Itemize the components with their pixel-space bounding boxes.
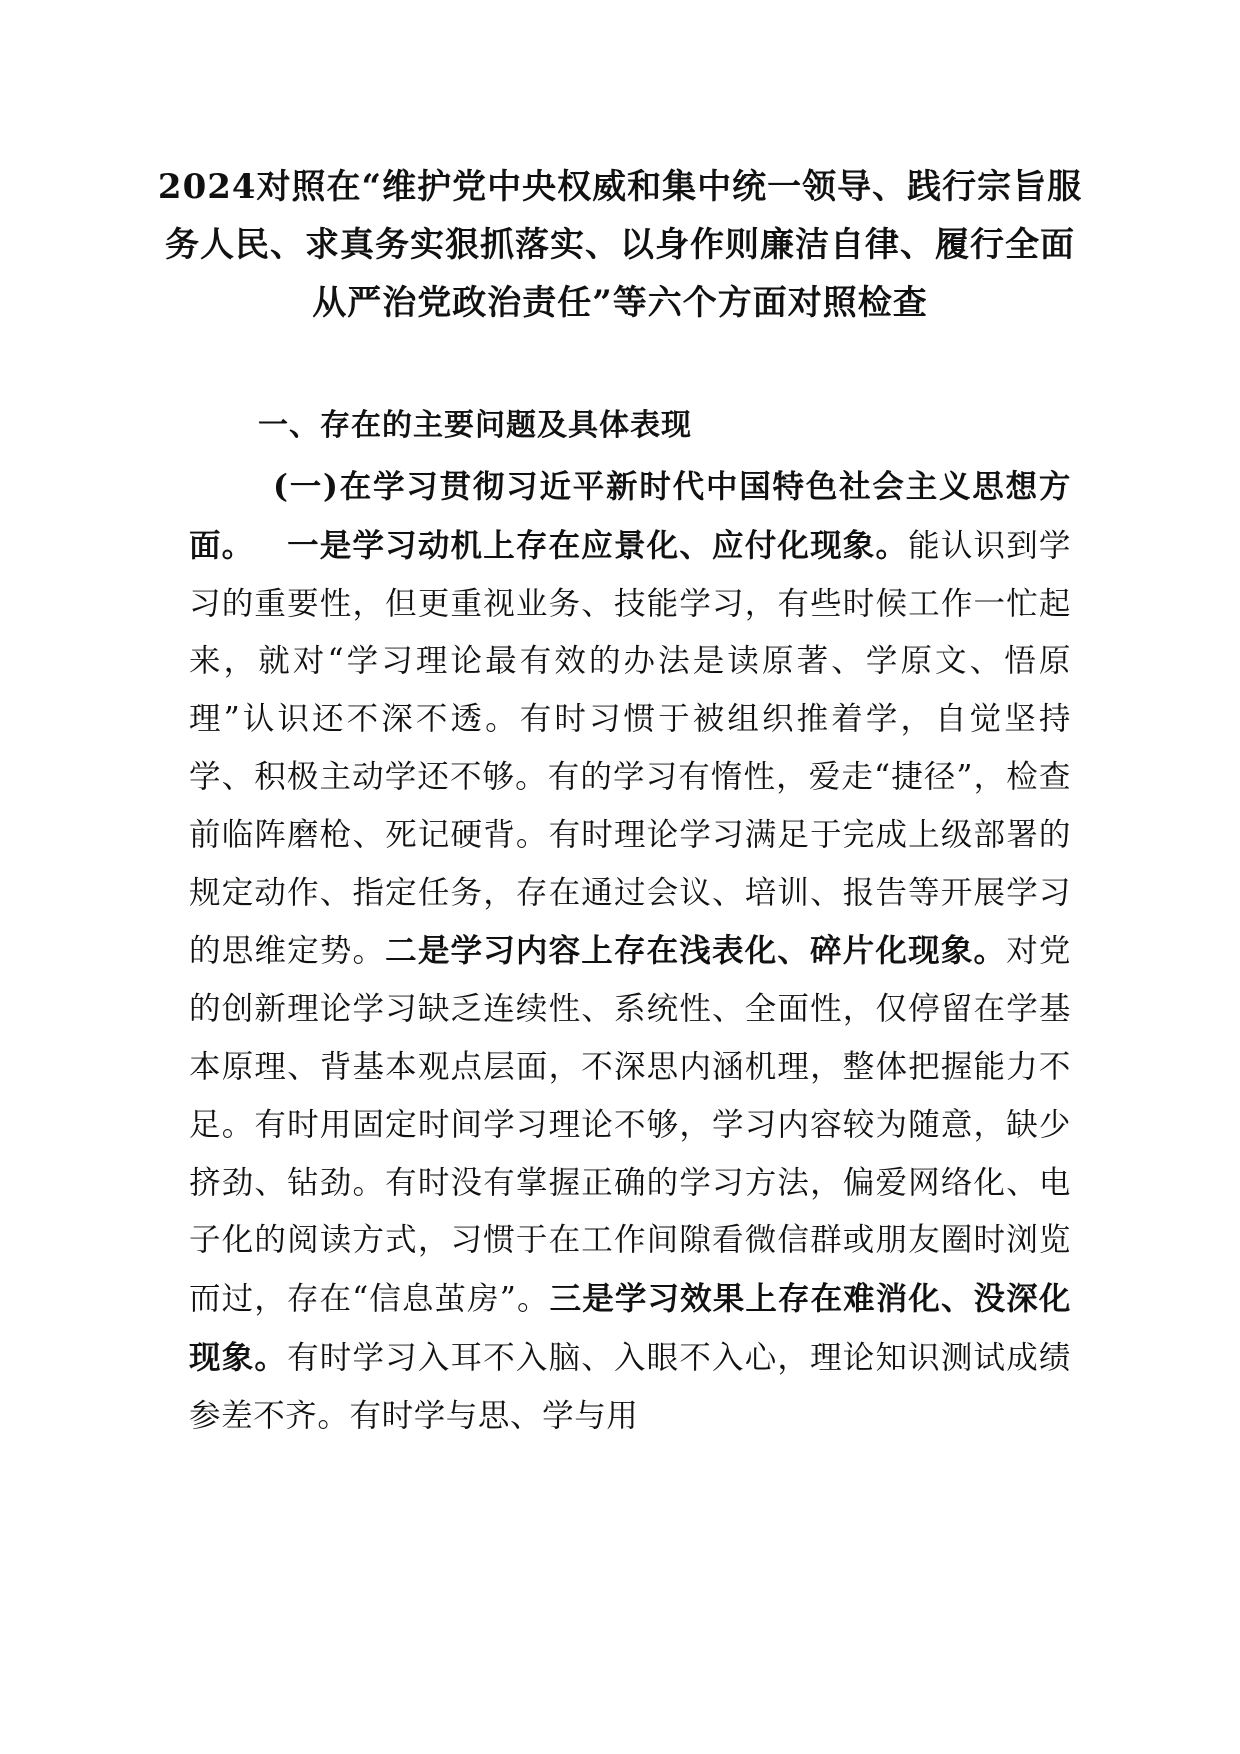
point-two-title: 二是学习内容上存在浅表化、碎片化现象。 (385, 932, 1007, 970)
paragraph-subheading: (一)在学习贯彻习近平新时代中国特色社会主义思想方面。 (189, 468, 1071, 564)
section-heading: 一、存在的主要问题及具体表现 (258, 408, 692, 443)
body-paragraph (189, 458, 1071, 1446)
point-one-title: 一是学习动机上存在应景化、应付化现象。 (286, 526, 909, 564)
heading-gap (254, 528, 286, 564)
point-two-text: 对党的创新理论学习缺乏连续性、系统性、全面性，仅停留在学基本原理、背基本观点层面，不深思内涵机理，整体把握能力不足。有时用固定时间学习理论不够，学习内容较为随意，缺少挤劲、钻劲。有时没有掌握正确的学习方法，偏爱网络化、电子化的阅读方式，习惯于在工作间隙看微信群或朋友圈时浏览而过，存在“信息茧房”。 (189, 933, 1072, 1318)
point-one-text: 能认识到学习的重要性，但更重视业务、技能学习，有些时候工作一忙起来，就对“学习理论最有效的办法是读原著、学原文、悟原理”认识还不深不透。有时习惯于被组织推着学，自觉坚持学、积极主动学还不够。有的学习有惰性，爱走“捷径”，检查前临阵磨枪、死记硬背。有时理论学习满足于完成上级部署的规定动作、指定任务，存在通过会议、培训、报告等开展学习的思维定势。 (189, 527, 1071, 970)
point-three-title: 三是学习效果上存在难消化、没深化现象。 (189, 1280, 1071, 1376)
point-three-text: 有时学习入耳不入脑、入眼不入心，理论知识测试成绩参差不齐。有时学与思、学与用 (189, 1339, 1071, 1434)
document-title: 2024对照在“维护党中央权威和集中统一领导、践行宗旨服务人民、求真务实狠抓落实、以身作则廉洁自律、履行全面从严治党政治责任”等六个方面对照检查 (157, 167, 1083, 323)
